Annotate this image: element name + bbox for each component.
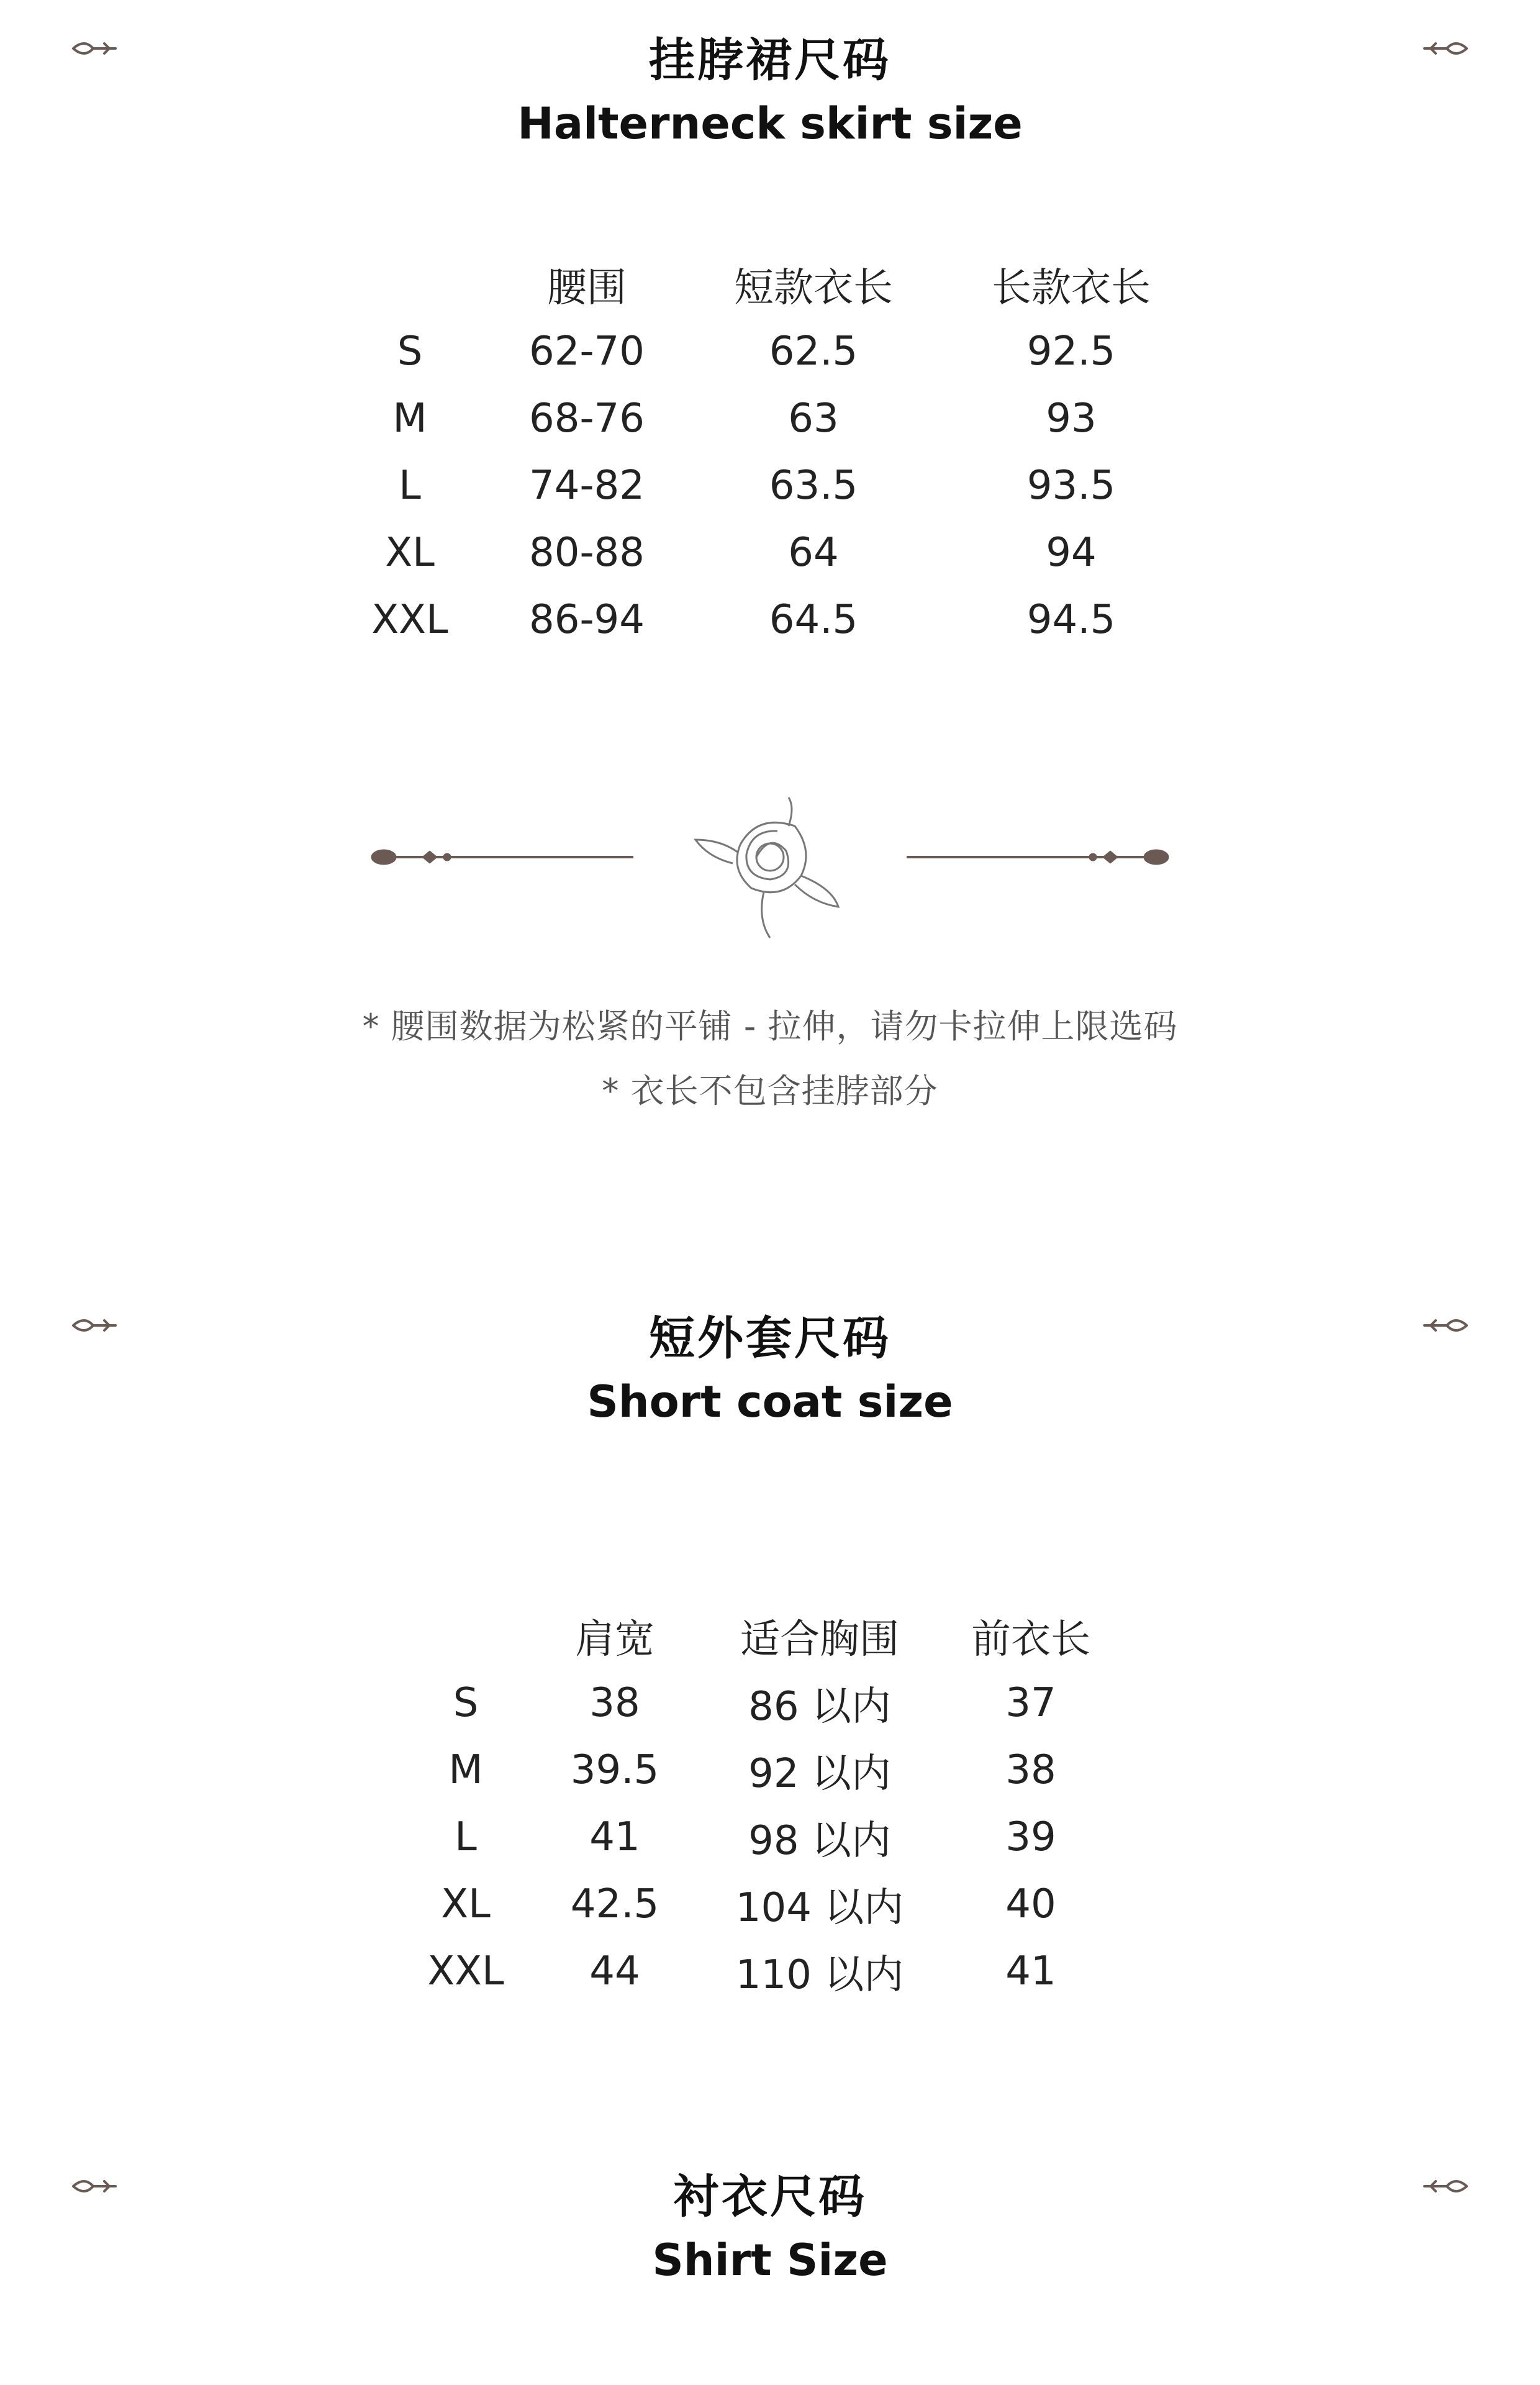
halterneck-title-en: Halterneck skirt size (517, 98, 1023, 149)
table-cell: 64.5 (769, 597, 858, 643)
table-cell: L (399, 463, 421, 509)
table-cell: XL (385, 530, 435, 576)
table-cell: 38 (1005, 1747, 1056, 1793)
table-cell: 63 (788, 396, 839, 442)
table-row (404, 1737, 1124, 1804)
table-row (404, 1871, 1124, 1938)
table-cell: XXL (427, 1948, 504, 1994)
table-cell: S (453, 1680, 479, 1726)
halterneck-note-1: * 腰围数据为松紧的平铺 - 拉伸，请勿卡拉伸上限选码 (362, 1007, 1178, 1046)
table-row (348, 318, 1217, 385)
table-cell: XL (441, 1881, 491, 1927)
table-cell: 44 (589, 1948, 640, 1994)
table-header-cell: 短款衣长 (734, 265, 893, 311)
table-cell: 93.5 (1026, 463, 1116, 509)
table-header-cell: 肩宽 (575, 1617, 654, 1663)
table-cell: 42.5 (570, 1881, 659, 1927)
table-cell: L (455, 1814, 477, 1860)
table-row (404, 1670, 1124, 1737)
table-row (348, 586, 1217, 653)
table-cell: 40 (1005, 1881, 1056, 1927)
table-row (404, 1804, 1124, 1871)
table-cell: 41 (589, 1814, 640, 1860)
table-cell: 68-76 (529, 396, 645, 442)
halterneck-size-table (348, 251, 1217, 653)
table-cell: XXL (371, 597, 448, 643)
table-cell: 92 以内 (748, 1751, 891, 1797)
table-header-row (404, 1602, 1124, 1670)
table-cell: 39.5 (570, 1747, 659, 1793)
table-row (348, 519, 1217, 586)
table-cell: 92.5 (1026, 329, 1116, 375)
table-cell: 37 (1005, 1680, 1056, 1726)
table-cell: 104 以内 (735, 1885, 904, 1931)
table-cell: 62-70 (529, 329, 645, 375)
table-header-cell: 腰围 (547, 265, 627, 311)
table-cell: 93 (1046, 396, 1097, 442)
table-cell: 94.5 (1026, 597, 1116, 643)
table-header-cell (348, 251, 472, 318)
table-header-cell (404, 1602, 528, 1670)
short-coat-size-table (404, 1602, 1124, 2005)
table-cell: 38 (589, 1680, 640, 1726)
table-cell: M (448, 1747, 483, 1793)
halterneck-title-zh: 挂脖裙尺码 (649, 34, 891, 87)
table-cell: 86-94 (529, 597, 645, 643)
table-header-row (348, 251, 1217, 318)
shirt-title-zh: 衬衣尺码 (673, 2170, 867, 2224)
table-row (404, 1938, 1124, 2005)
table-cell: 64 (788, 530, 839, 576)
table-header-cell: 长款衣长 (992, 265, 1151, 311)
table-header-cell: 适合胸围 (740, 1617, 899, 1663)
table-row (348, 452, 1217, 519)
table-cell: S (397, 329, 423, 375)
table-cell: 63.5 (769, 463, 858, 509)
table-cell: 94 (1046, 530, 1097, 576)
short-coat-title-zh: 短外套尺码 (649, 1312, 891, 1365)
table-cell: 86 以内 (748, 1684, 891, 1730)
table-row (348, 385, 1217, 452)
table-cell: 80-88 (529, 530, 645, 576)
short-coat-title-en: Short coat size (587, 1376, 953, 1427)
rose-divider-icon (360, 770, 1180, 944)
table-cell: M (392, 396, 427, 442)
table-cell: 62.5 (769, 329, 858, 375)
table-cell: 110 以内 (735, 1952, 904, 1998)
table-header-cell: 前衣长 (971, 1617, 1090, 1663)
table-cell: 98 以内 (748, 1818, 891, 1864)
table-cell: 41 (1005, 1948, 1056, 1994)
shirt-title-en: Shirt Size (652, 2235, 888, 2286)
table-cell: 74-82 (529, 463, 645, 509)
table-cell: 39 (1005, 1814, 1056, 1860)
halterneck-note-2: * 衣长不包含挂脖部分 (602, 1071, 938, 1111)
